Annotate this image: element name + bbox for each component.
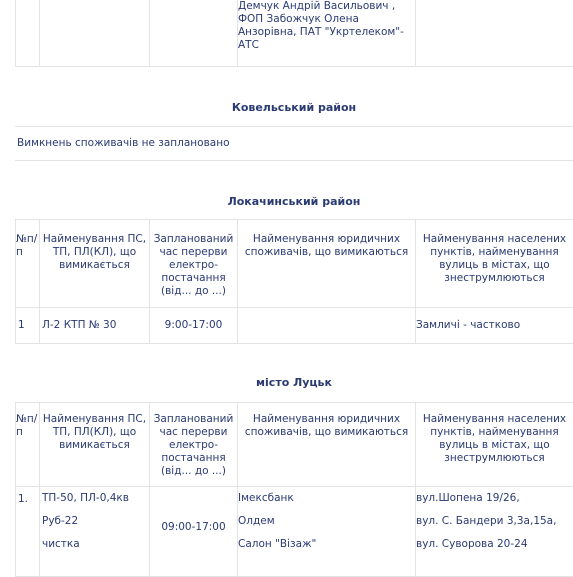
row-consumers <box>238 308 416 344</box>
table-row <box>16 487 573 577</box>
lutsk-table <box>15 402 573 577</box>
row-places: Замличі - частково <box>416 308 573 344</box>
place-line: вул. Суворова 20-24 <box>416 533 573 556</box>
col-header-number: №п/п <box>16 403 40 487</box>
object-line: чистка <box>42 533 149 556</box>
col-header-time: Запланований час перерви електро-постачання (від... до ...) <box>150 403 238 487</box>
top-continuation-table <box>15 0 573 67</box>
consumer-line: Салон "Візаж" <box>238 533 415 556</box>
col-header-number: №п/п <box>16 220 40 308</box>
district-title: Ковельський район <box>15 101 573 114</box>
district-lutsk <box>15 343 573 403</box>
row-object: Л-2 КТП № 30 <box>40 308 150 344</box>
no-outages-note <box>15 126 573 161</box>
table-header-row <box>16 220 573 308</box>
consumers-line: Анзорівна, ПАТ "Укртелеком"- <box>238 26 415 39</box>
col-header-object: Найменування ПС, ТП, ПЛ(КЛ), що вимикається <box>40 220 150 308</box>
district-title: місто Луцьк <box>15 376 573 389</box>
place-line: вул. С. Бандери 3,3а,15а, <box>416 510 573 533</box>
row-time: 9:00-17:00 <box>150 308 238 344</box>
consumers-line: Демчук Андрій Васильович , <box>238 0 415 13</box>
row-number: 1 <box>16 308 40 344</box>
object-line: ТП-50, ПЛ-0,4кв <box>42 487 149 510</box>
col-header-time: Запланований час перерви електро-постачання (від... до ...) <box>150 220 238 308</box>
consumers-line: ФОП Забожчук Олена <box>238 13 415 26</box>
consumer-line: Імексбанк <box>238 487 415 510</box>
row-consumers <box>238 487 416 577</box>
col-header-places: Найменування населених пунктів, найменування вулиць в містах, що знеструмлюються <box>416 220 573 308</box>
row-places <box>416 487 573 577</box>
consumers-cell <box>238 0 416 67</box>
col-header-consumers: Найменування юридичних споживачів, що вимикаються <box>238 403 416 487</box>
col-header-object: Найменування ПС, ТП, ПЛ(КЛ), що вимикається <box>40 403 150 487</box>
table-row <box>16 308 573 344</box>
lokachi-table <box>15 219 573 344</box>
row-time: 09:00-17:00 <box>150 487 238 577</box>
district-kovel <box>15 66 573 127</box>
row-object <box>40 487 150 577</box>
place-line: вул.Шопена 19/26, <box>416 487 573 510</box>
col-header-consumers: Найменування юридичних споживачів, що вимикаються <box>238 220 416 308</box>
district-title: Локачинський район <box>15 195 573 208</box>
object-line: Руб-22 <box>42 510 149 533</box>
consumer-line: Олдем <box>238 510 415 533</box>
row-number: 1. <box>16 487 40 577</box>
table-header-row <box>16 403 573 487</box>
note-text: Вимкнень споживачів не заплановано <box>15 137 573 149</box>
col-header-places: Найменування населених пунктів, найменування вулиць в містах, що знеструмлюються <box>416 403 573 487</box>
consumers-line: АТС <box>238 39 415 52</box>
district-lokachi <box>15 160 573 220</box>
